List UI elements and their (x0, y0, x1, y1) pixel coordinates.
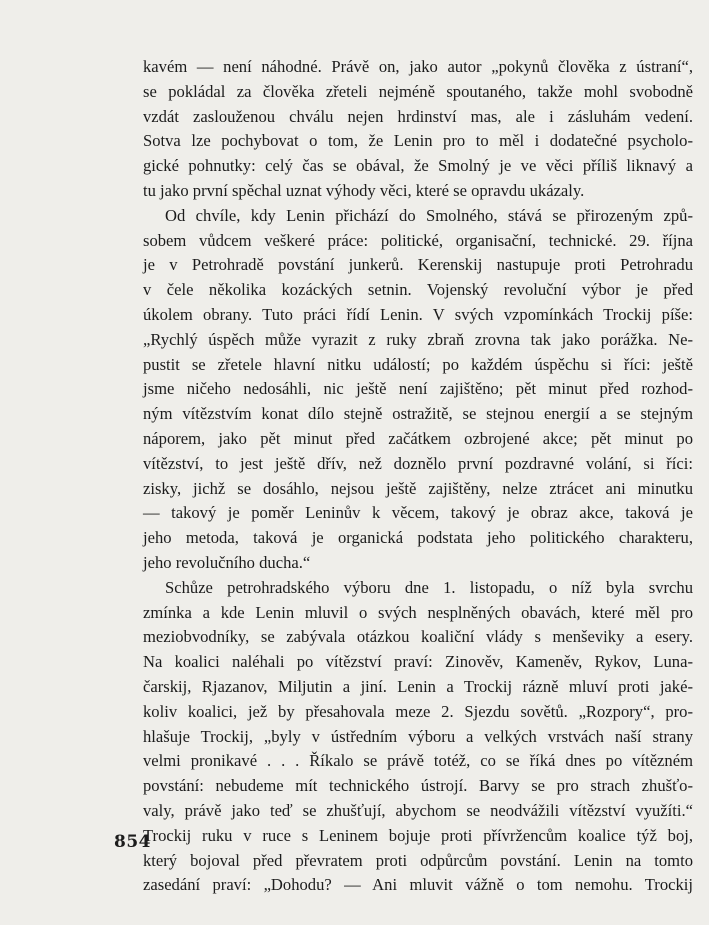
text-line: tu jako první spěchal uznat výhody věci, které se opravdu ukázaly. (143, 180, 585, 200)
text-line: jsme ničeho nedosáhli, nic ještě není zajištěno; pět minut před rozhod- (143, 379, 693, 399)
text-line: Na koalici naléhali po vítězství praví: Zinověv, Kameněv, Rykov, Luna- (143, 652, 693, 672)
text-line: jeho metoda, taková je organická podstata jeho politického charakteru, (143, 528, 693, 548)
text-line: hlašuje Trockij, „byly v ústředním výboru a velkých vrstvách naší strany (143, 726, 693, 746)
text-line: povstání: nebudeme mít technického ústrojí. Barvy se pro strach zhušťo- (143, 776, 693, 796)
text-line: gické pohnutky: celý čas se obával, že Smolný je ve věci příliš liknavý a (143, 156, 693, 176)
text-line: ným vítězstvím konat dílo stejně ostražitě, se stejnou energií a se stejným (143, 404, 693, 424)
text-line: Od chvíle, kdy Lenin přichází do Smolného, stává se přirozeným způ- (165, 205, 693, 225)
text-line: vítězství, to jest ještě dřív, než doznělo první pozdravné volání, si říci: (143, 453, 693, 473)
text-line: se pokládal za člověka zřeteli nejméně spoutaného, takže mohl svobodně (143, 81, 693, 101)
text-line: pustit se zřetele hlavní nitku událostí; po každém úspěchu si říci: ještě (143, 354, 693, 374)
text-line: zmínka a kde Lenin mluvil o svých nesplněných obavách, které měl pro (143, 602, 693, 622)
text-line: který bojoval před převratem proti odpůrcům povstání. Lenin na tomto (143, 850, 693, 870)
text-line: je v Petrohradě povstání junkerů. Kerenskij nastupuje proti Petrohradu (143, 255, 693, 275)
text-line: zasedání praví: „Dohodu? — Ani mluvit vážně o tom nemohu. Trockij (143, 875, 693, 895)
text-line: „Rychlý úspěch může vyrazit z ruky zbraň zrovna tak jako porážka. Ne- (143, 329, 693, 349)
text-line: sobem vůdcem veškeré práce: politické, organisační, technické. 29. října (143, 230, 693, 250)
text-line: úkolem obrany. Tuto práci řídí Lenin. V svých vzpomínkách Trockij píše: (143, 304, 693, 324)
text-line: vzdát zaslouženou chválu nejen hrdinství mas, ale i zásluhám vedení. (143, 106, 693, 126)
body-text (143, 55, 693, 898)
text-line: čarskij, Rjazanov, Miljutin a jiní. Lenin a Trockij rázně mluví proti jaké- (143, 676, 693, 696)
text-line: Schůze petrohradského výboru dne 1. listopadu, o níž byla svrchu (165, 577, 693, 597)
text-line: zisky, jichž se dosáhlo, nejsou ještě zajištěny, nelze ztrácet ani minutku (143, 478, 693, 498)
text-line: koliv koalici, jež by přesahovala meze 2. Sjezdu sovětů. „Rozpory“, pro- (143, 701, 693, 721)
text-line: Sotva lze pochybovat o tom, že Lenin pro to měl i dodatečné psycholo- (143, 131, 693, 151)
text-line: valy, právě jako teď se zhušťují, abychom se neodvážili vítězství využíti.“ (143, 800, 693, 820)
text-line: v čele několika kozáckých setnin. Vojenský revoluční výbor je před (143, 280, 693, 300)
text-line: meziobvodníky, se zabývala otázkou koaliční vlády s menševiky a esery. (143, 627, 693, 647)
text-line: kavém — není náhodné. Právě on, jako autor „pokynů člověka z ústraní“, (143, 57, 693, 76)
page-number: 854 (114, 832, 151, 852)
text-line: velmi pronikavé . . . Říkalo se právě totéž, co se říká dnes po vítězném (143, 751, 693, 771)
text-line: jeho revolučního ducha.“ (143, 552, 311, 572)
text-line: Trockij ruku v ruce s Leninem bojuje proti přívržencům koalice týž boj, (143, 825, 693, 845)
text-line: — takový je poměr Leninův k věcem, takový je obraz akce, taková je (143, 503, 693, 523)
text-line: náporem, jako pět minut před začátkem ozbrojené akce; pět minut po (143, 428, 693, 448)
